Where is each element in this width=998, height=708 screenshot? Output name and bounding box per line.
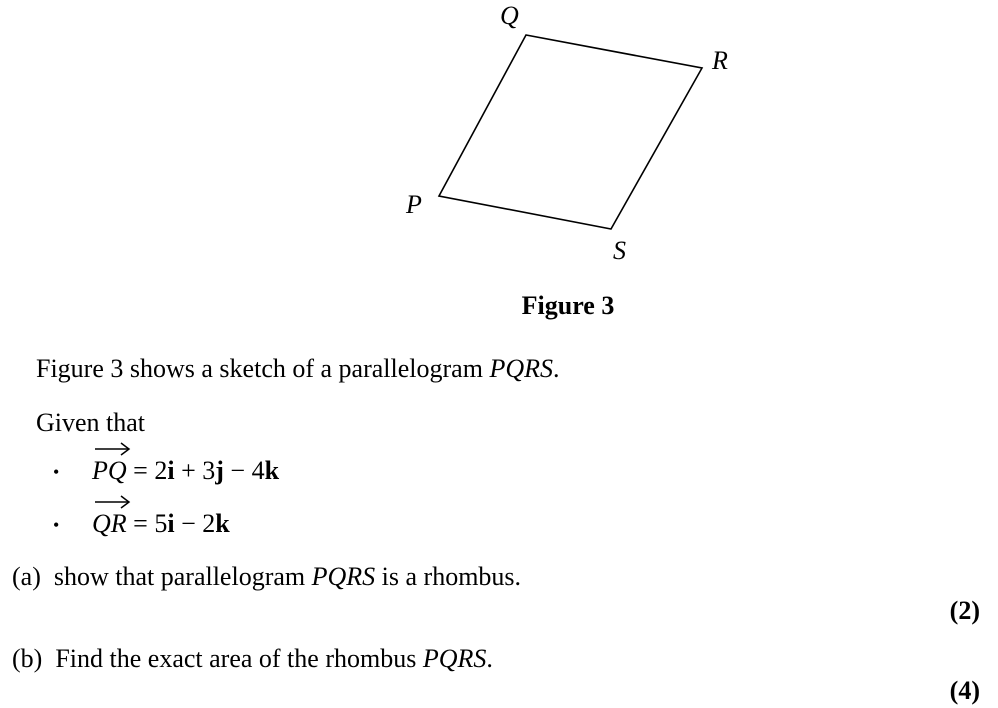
- part-b-marks: (4): [949, 676, 980, 705]
- vector-arrow-icon: [94, 495, 132, 509]
- part-a-label: (a): [12, 562, 41, 591]
- eq-part: − 4: [223, 456, 265, 485]
- eq-part: − 2: [174, 509, 216, 538]
- eq-part: = 5: [126, 509, 168, 538]
- vector-qr-name: QR: [92, 509, 127, 538]
- vertex-label-r: R: [712, 46, 728, 75]
- given-text: Given that: [36, 408, 146, 437]
- part-a-shape: PQRS: [311, 562, 376, 591]
- unit-i: i: [167, 456, 175, 485]
- parallelogram-figure: [0, 0, 998, 290]
- part-b-shape: PQRS: [422, 644, 487, 673]
- parallelogram-diagram: [0, 0, 998, 290]
- intro-shape: PQRS: [489, 354, 553, 383]
- part-b-suffix: .: [486, 644, 493, 673]
- part-b-question: [12, 644, 493, 674]
- vertex-label-q: Q: [500, 1, 519, 30]
- figure-caption: Figure 3: [521, 291, 615, 320]
- vector-pq-name: PQ: [92, 456, 127, 485]
- part-a-prefix: show that parallelogram: [53, 562, 312, 591]
- eq-part: + 3: [174, 456, 216, 485]
- unit-k: k: [215, 509, 230, 538]
- part-a-marks: (2): [949, 596, 980, 625]
- unit-k: k: [264, 456, 280, 485]
- vector-qr: [92, 509, 127, 539]
- vector-arrow-icon: [94, 442, 132, 456]
- intro-prefix: Figure 3 shows a sketch of a parallelogram: [36, 354, 490, 383]
- vector-pq: [92, 456, 127, 486]
- eq-part: = 2: [126, 456, 168, 485]
- intro-suffix: .: [552, 354, 560, 383]
- part-a-question: [12, 562, 521, 592]
- bullet-marker: •: [53, 515, 60, 535]
- part-b-label: (b): [12, 644, 43, 673]
- part-b-prefix: Find the exact area of the rhombus: [55, 644, 423, 673]
- part-a-suffix: is a rhombus.: [375, 562, 522, 591]
- unit-i: i: [167, 509, 175, 538]
- bullet-marker: •: [53, 462, 60, 482]
- vertex-label-p: P: [406, 190, 422, 219]
- parallelogram-pqrs: [439, 35, 702, 229]
- vector-pq-equation: [92, 456, 279, 486]
- intro-text: [36, 354, 559, 384]
- unit-j: j: [215, 456, 224, 485]
- vector-qr-equation: [92, 509, 230, 539]
- vertex-label-s: S: [613, 236, 626, 265]
